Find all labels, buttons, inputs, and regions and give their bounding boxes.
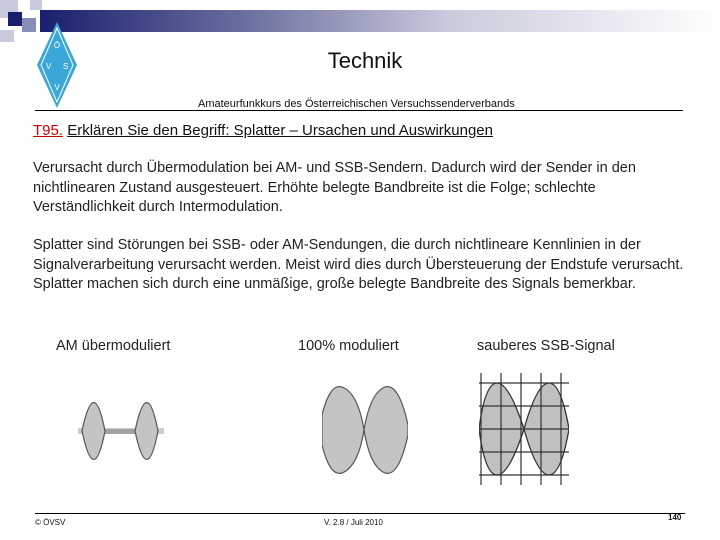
figure-caption: 100% moduliert — [298, 338, 399, 354]
question-number: T95. — [33, 122, 64, 139]
svg-text:V: V — [54, 83, 60, 92]
am-100-percent-waveform — [322, 385, 408, 475]
footer-copyright: © ÖVSV — [35, 518, 66, 527]
page-subtitle: Amateurfunkkurs des Österreichischen Versuchssenderverbands — [198, 98, 515, 110]
page-title: Technik — [327, 48, 403, 73]
decor-square — [0, 30, 14, 42]
svg-text:Ö: Ö — [53, 41, 61, 50]
paragraph: Verursacht durch Übermodulation bei AM- und SSB-Sendern. Dadurch wird der Sender in den nichtlinearen Zustand ausgesteuert. Erhöhte belegte Bandbreite ist die Folge; schlechte Verständlichkeit durch Intermodulation. — [33, 160, 636, 215]
svg-text:V: V — [46, 62, 52, 71]
question-text: Erklären Sie den Begriff: Splatter – Ursachen und Auswirkungen — [67, 122, 493, 139]
footer-divider — [35, 513, 685, 514]
header-gradient-bar — [40, 10, 720, 32]
figure-caption: AM übermoduliert — [56, 338, 171, 354]
svg-text:S: S — [63, 62, 69, 71]
decor-square — [30, 0, 42, 10]
decor-square — [22, 18, 36, 32]
paragraph: Splatter sind Störungen bei SSB- oder AM-Sendungen, die durch nichtlineare Kennlinien in der Signalverarbeitung verursacht werden. Meist wird dies durch Übersteuerung der Endstufe verursacht. Splatter machen sich durch eine unmäßige, große belegte Bandbreite des Signals bemerkbar. — [33, 237, 684, 292]
header-divider — [35, 110, 683, 111]
page-number: 140 — [668, 513, 682, 522]
footer-version: V. 2.8 / Juli 2010 — [324, 518, 383, 527]
question-heading — [33, 122, 493, 139]
figure-caption: sauberes SSB-Signal — [477, 338, 615, 354]
decor-square — [8, 12, 22, 26]
am-overmodulated-waveform — [78, 384, 164, 478]
ssb-clean-waveform — [479, 373, 569, 485]
